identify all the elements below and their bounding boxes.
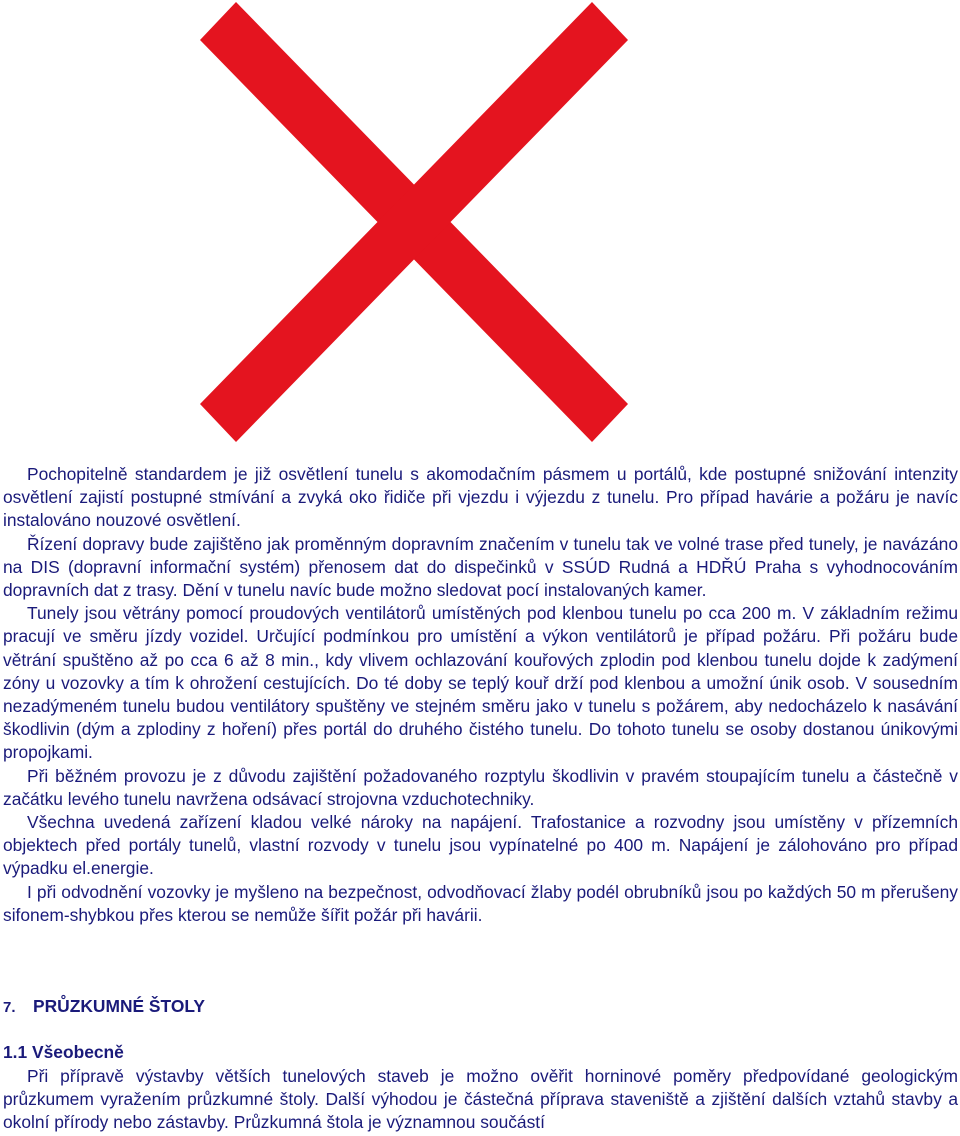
section-number: 7. (3, 999, 16, 1016)
subsection-heading: 1.1 Všeobecně (3, 1042, 124, 1062)
section-heading-7 (3, 996, 205, 1017)
paragraph-drainage: I při odvodnění vozovky je myšleno na bezpečnost, odvodňovací žlaby podél obrubníků jsou po každých 50 m přerušeny sifonem-shybkou přes kterou se nemůže šířit požár při havárii. (3, 881, 958, 925)
section-title: PRŮZKUMNÉ ŠTOLY (33, 996, 205, 1016)
paragraph-exploration-gallery: Při přípravě výstavby větších tunelových staveb je možno ověřit horninové poměry předpovídané geologickým průzkumem vyražením průzkumné štoly. Další výhodou je částečná příprava staveniště a zjištění dalších vztahů stavby a okolní přírody nebo zástavby. Průzkumná štola je významnou součástí (3, 1066, 958, 1133)
paragraph-normal-operation: Při běžném provozu je z důvodu zajištění požadovaného rozptylu škodlivin v pravém stoupajícím tunelu a částečně v začátku levého tunelu navržena odsávací strojovna vzduchotechniky. (3, 765, 958, 809)
paragraph-power-supply: Všechna uvedená zařízení kladou velké nároky na napájení. Trafostanice a rozvodny jsou umístěny v přízemních objektech před portály tunelů, vlastní rozvody v tunelu jsou vypínatelné po 400 m. Napájení je zálohováno pro případ výpadku el.energie. (3, 812, 958, 879)
body-text-section-7 (3, 1065, 958, 1135)
paragraph-lighting: Pochopitelně standardem je již osvětlení tunelu s akomodačním pásmem u portálů, kde postupné snižování intenzity osvětlení zajistí postupné stmívání a zvyká oko řidiče při vjezdu i výjezdu z tunelu. Pro případ havárie a požáru je navíc instalováno nouzové osvětlení. (3, 464, 958, 531)
paragraph-ventilation: Tunely jsou větrány pomocí proudových ventilátorů umístěných pod klenbou tunelu po cca 200 m. V základním režimu pracují ve směru jízdy vozidel. Určující podmínkou pro umístění a výkon ventilátorů je případ požáru. Při požáru bude větrání spuštěno až po cca 6 až 8 min., kdy vlivem ochlazování kouřových zplodin pod klenbou tunelu dojde k zadýmení zóny u vozovky a tím k ohrožení cestujících. Do té doby se teplý kouř drží pod klenbou a umožní únik osob. V sousedním nezadýmeném tunelu budou ventilátory spuštěny ve stejném směru jako v tunelu s požárem, aby nedocházelo k nasávání škodlivin (dým a zplodiny z hoření) přes portál do druhého čistého tunelu. Do tohoto tunelu se osoby dostanou únikovými propojkami. (3, 603, 958, 763)
body-text (3, 463, 958, 927)
paragraph-traffic-control: Řízení dopravy bude zajištěno jak proměnným dopravním značením v tunelu tak ve volné trase před tunely, je navázáno na DIS (dopravní informační systém) přenosem dat do dispečinků v SSÚD Rudná a HDŘÚ Praha s vyhodnocováním dopravních dat z trasy. Dění v tunelu navíc bude možno sledovat pocí instalovaných kamer. (3, 533, 958, 601)
broken-image-x-icon (200, 2, 628, 442)
